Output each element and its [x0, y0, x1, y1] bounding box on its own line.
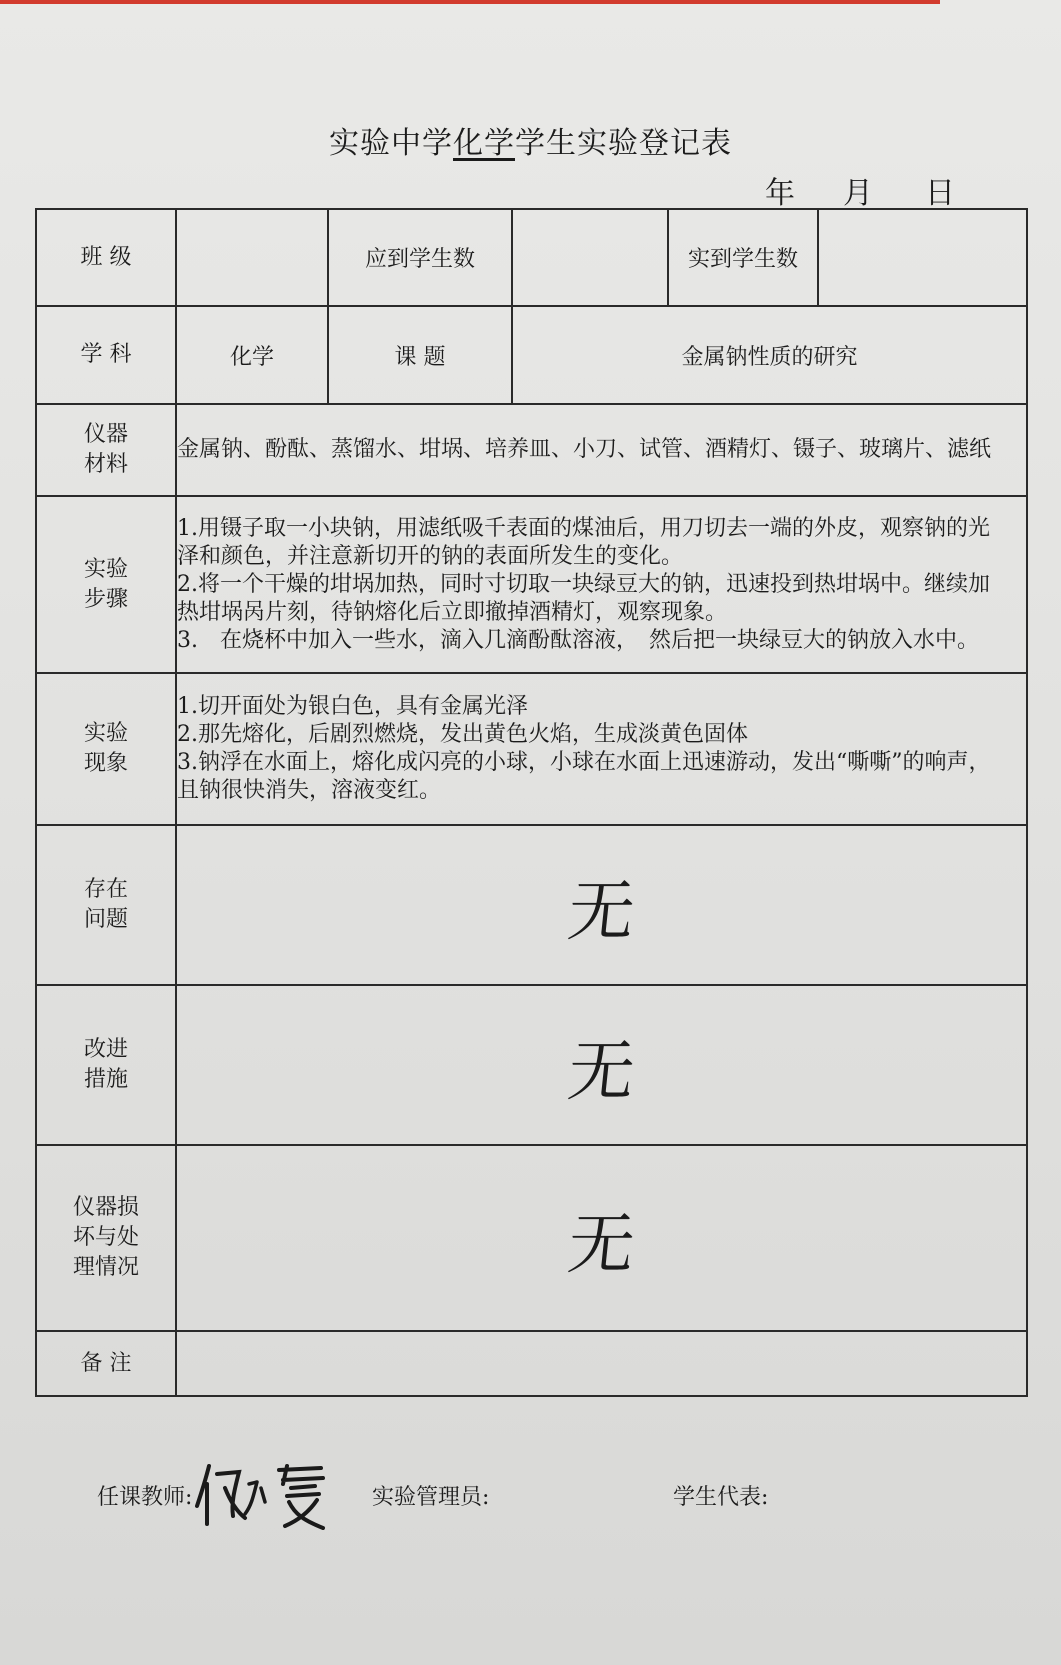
date-line — [765, 168, 955, 212]
subject-label: 学 科 — [36, 306, 176, 404]
step-line: 泽和颜色，并注意新切开的钠的表面所发生的变化。 — [177, 543, 684, 569]
row-damage — [36, 1145, 1027, 1331]
phenomenon-line: 且钠很快消失，溶液变红。 — [177, 778, 442, 803]
materials-label: 仪器 材料 — [36, 404, 176, 496]
title-underlined-subject: 化学 — [453, 126, 515, 161]
phenomena-text — [176, 673, 1027, 825]
improvements-label: 改进 措施 — [36, 985, 176, 1145]
step-line: 1.用镊子取一小块钠，用滤纸吸千表面的煤油后，用刀切去一端的外皮，观察钠的光 — [177, 515, 990, 541]
step-line: 2.将一个干燥的坩埚加热，同时寸切取一块绿豆大的钠，迅速投到热坩埚中。继续加 — [177, 571, 990, 597]
row-class — [36, 209, 1027, 306]
improvements-value — [176, 985, 1027, 1145]
actual-students-cell[interactable] — [818, 209, 1027, 306]
admin-label: 实验管理员: — [372, 1485, 490, 1510]
damage-value — [176, 1145, 1027, 1331]
row-steps — [36, 496, 1027, 673]
row-improvements — [36, 985, 1027, 1145]
row-problems — [36, 825, 1027, 985]
row-subject — [36, 306, 1027, 404]
subject-value: 化学 — [176, 306, 328, 404]
row-materials — [36, 404, 1027, 496]
red-edge-line — [0, 0, 940, 4]
teacher-label: 任课教师: — [97, 1485, 193, 1510]
actual-students-label: 实到学生数 — [668, 209, 818, 306]
handwritten-none: 无 — [563, 1205, 638, 1283]
student-rep-label: 学生代表: — [673, 1485, 769, 1510]
topic-label: 课 题 — [328, 306, 512, 404]
phenomena-label: 实验 现象 — [36, 673, 176, 825]
date-year: 年 — [765, 176, 795, 211]
form-title: 实验中学化学学生实验登记表 — [329, 126, 732, 161]
remarks-value[interactable] — [176, 1331, 1027, 1396]
class-value-cell[interactable] — [176, 209, 328, 306]
steps-label: 实验 步骤 — [36, 496, 176, 673]
problems-label: 存在 问题 — [36, 825, 176, 985]
date-day: 日 — [925, 176, 955, 211]
expected-students-label: 应到学生数 — [328, 209, 512, 306]
step-line: 热坩埚呙片刻，待钠熔化后立即撤掉酒精灯，观察现象。 — [177, 599, 728, 625]
phenomenon-line: 1.切开面处为银白色，具有金属光泽 — [177, 694, 528, 719]
row-phenomena — [36, 673, 1027, 825]
phenomenon-line: 2.那先熔化，后剧烈燃烧，发出黄色火焰，生成淡黄色固体 — [177, 722, 748, 747]
expected-students-cell[interactable] — [512, 209, 668, 306]
registration-table — [35, 208, 1028, 1397]
step-line: 3. 在烧杯中加入一些水，滴入几滴酚酞溶液， 然后把一块绿豆大的钠放入水中。 — [177, 627, 979, 653]
topic-value: 金属钠性质的研究 — [512, 306, 1027, 404]
date-month: 月 — [843, 176, 873, 211]
handwritten-none: 无 — [563, 872, 638, 950]
handwritten-none: 无 — [563, 1032, 638, 1110]
damage-label: 仪器损 坏与处 理情况 — [36, 1145, 176, 1331]
remarks-label: 备 注 — [36, 1331, 176, 1396]
materials-value: 金属钠、酚酞、蒸馏水、坩埚、培养皿、小刀、试管、酒精灯、镊子、玻璃片、滤纸 — [176, 404, 1027, 496]
class-label: 班 级 — [36, 209, 176, 306]
teacher-signature — [195, 1458, 345, 1530]
steps-text — [176, 496, 1027, 673]
row-remarks — [36, 1331, 1027, 1396]
problems-value — [176, 825, 1027, 985]
phenomenon-line: 3.钠浮在水面上，熔化成闪亮的小球，小球在水面上迅速游动，发出“嘶嘶”的响声， — [177, 750, 991, 775]
